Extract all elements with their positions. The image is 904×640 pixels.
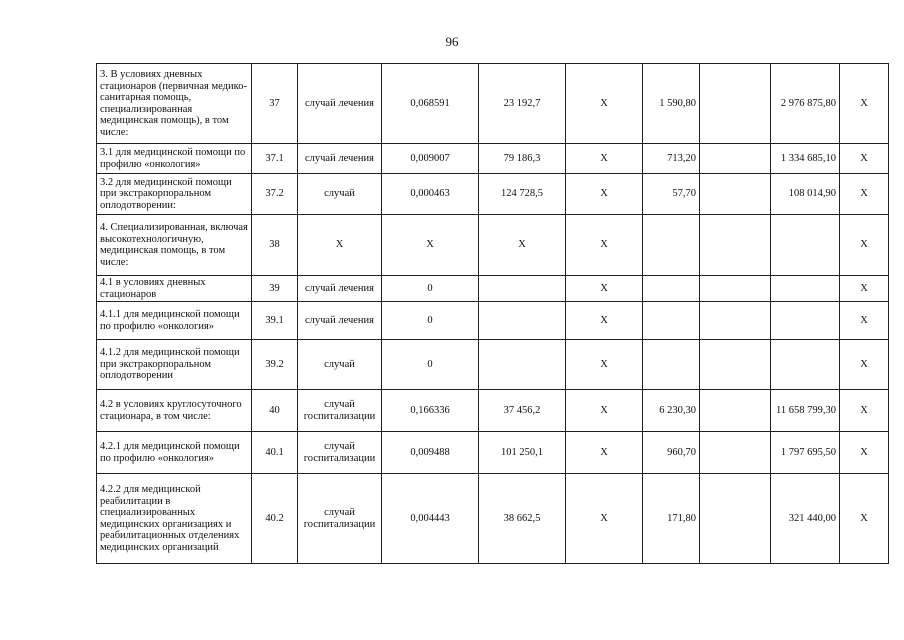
cost-cell: 23 192,7 (479, 64, 566, 144)
norm-cell: 0,068591 (382, 64, 479, 144)
per-capita-cell (643, 215, 700, 276)
empty-cell (700, 474, 771, 564)
x-mark-cell: X (840, 174, 889, 215)
row-name-cell: 4.1 в условиях дневных стационаров (97, 276, 252, 302)
unit-cell: случай лечения (298, 64, 382, 144)
cost-cell: 79 186,3 (479, 144, 566, 174)
unit-cell: случай (298, 174, 382, 215)
empty-cell (700, 64, 771, 144)
norm-cell: 0 (382, 276, 479, 302)
empty-cell (700, 432, 771, 474)
x-mark-cell: X (566, 64, 643, 144)
norm-cell: 0,166336 (382, 390, 479, 432)
total-cell: 321 440,00 (771, 474, 840, 564)
norm-cell: 0,004443 (382, 474, 479, 564)
table-row (97, 390, 889, 432)
empty-cell (700, 144, 771, 174)
empty-cell (700, 340, 771, 390)
total-cell: 108 014,90 (771, 174, 840, 215)
row-name-cell: 3.1 для медицинской помощи по профилю «онкология» (97, 144, 252, 174)
per-capita-cell: 960,70 (643, 432, 700, 474)
x-mark-cell: X (566, 174, 643, 215)
empty-cell (700, 390, 771, 432)
total-cell (771, 215, 840, 276)
row-number-cell: 40 (252, 390, 298, 432)
cost-cell: 101 250,1 (479, 432, 566, 474)
norm-cell: 0,009007 (382, 144, 479, 174)
per-capita-cell (643, 302, 700, 340)
empty-cell (700, 302, 771, 340)
total-cell: 11 658 799,30 (771, 390, 840, 432)
row-name-cell: 4.2 в условиях круглосуточного стационара, в том числе: (97, 390, 252, 432)
table-row (97, 144, 889, 174)
total-cell: 1 797 695,50 (771, 432, 840, 474)
unit-cell: случай госпитализации (298, 432, 382, 474)
x-mark-cell: X (566, 474, 643, 564)
empty-cell (700, 174, 771, 215)
x-mark-cell: X (566, 432, 643, 474)
empty-cell (700, 276, 771, 302)
table-row (97, 474, 889, 564)
cost-cell (479, 340, 566, 390)
x-mark-cell: X (840, 215, 889, 276)
row-name-cell: 3.2 для медицинской помощи при экстракорпоральном оплодотворении: (97, 174, 252, 215)
unit-cell: случай лечения (298, 302, 382, 340)
total-cell: 2 976 875,80 (771, 64, 840, 144)
table-row (97, 174, 889, 215)
per-capita-cell: 171,80 (643, 474, 700, 564)
row-number-cell: 37.2 (252, 174, 298, 215)
x-mark-cell: X (840, 340, 889, 390)
x-mark-cell: X (566, 144, 643, 174)
table-row (97, 64, 889, 144)
x-mark-cell: X (566, 340, 643, 390)
x-mark-cell: X (840, 64, 889, 144)
total-cell (771, 340, 840, 390)
cost-cell: 38 662,5 (479, 474, 566, 564)
table-row (97, 215, 889, 276)
total-cell (771, 302, 840, 340)
row-number-cell: 39.1 (252, 302, 298, 340)
x-mark-cell: X (566, 215, 643, 276)
page-number: 96 (445, 34, 459, 49)
row-name-cell: 4.1.2 для медицинской помощи при экстракорпоральном оплодотворении (97, 340, 252, 390)
norm-cell: 0,009488 (382, 432, 479, 474)
x-mark-cell: X (840, 302, 889, 340)
norm-cell: 0,000463 (382, 174, 479, 215)
table-row (97, 432, 889, 474)
x-mark-cell: X (840, 390, 889, 432)
unit-cell: случай госпитализации (298, 474, 382, 564)
row-number-cell: 38 (252, 215, 298, 276)
total-cell: 1 334 685,10 (771, 144, 840, 174)
x-mark-cell: X (840, 144, 889, 174)
per-capita-cell (643, 276, 700, 302)
x-mark-cell: X (840, 276, 889, 302)
data-table (96, 63, 889, 564)
cost-cell: X (479, 215, 566, 276)
row-number-cell: 40.1 (252, 432, 298, 474)
x-mark-cell: X (566, 302, 643, 340)
row-number-cell: 39 (252, 276, 298, 302)
table-row (97, 276, 889, 302)
unit-cell: случай (298, 340, 382, 390)
per-capita-cell: 57,70 (643, 174, 700, 215)
per-capita-cell: 1 590,80 (643, 64, 700, 144)
per-capita-cell: 6 230,30 (643, 390, 700, 432)
table-row (97, 302, 889, 340)
cost-cell: 37 456,2 (479, 390, 566, 432)
x-mark-cell: X (566, 390, 643, 432)
row-name-cell: 4.1.1 для медицинской помощи по профилю «онкология» (97, 302, 252, 340)
table-row (97, 340, 889, 390)
x-mark-cell: X (840, 474, 889, 564)
total-cell (771, 276, 840, 302)
row-number-cell: 40.2 (252, 474, 298, 564)
x-mark-cell: X (840, 432, 889, 474)
empty-cell (700, 215, 771, 276)
unit-cell: X (298, 215, 382, 276)
row-number-cell: 37 (252, 64, 298, 144)
cost-cell (479, 276, 566, 302)
row-name-cell: 3. В условиях дневных стационаров (первичная медико-санитарная помощь, специализированная медицинская помощь), в том числе: (97, 64, 252, 144)
norm-cell: 0 (382, 340, 479, 390)
cost-cell (479, 302, 566, 340)
unit-cell: случай лечения (298, 276, 382, 302)
row-name-cell: 4.2.1 для медицинской помощи по профилю «онкология» (97, 432, 252, 474)
row-name-cell: 4.2.2 для медицинской реабилитации в специализированных медицинских организациях и реабилитационных отделениях медицинских организаций (97, 474, 252, 564)
row-number-cell: 37.1 (252, 144, 298, 174)
x-mark-cell: X (566, 276, 643, 302)
cost-cell: 124 728,5 (479, 174, 566, 215)
unit-cell: случай госпитализации (298, 390, 382, 432)
row-name-cell: 4. Специализированная, включая высокотехнологичную, медицинская помощь, в том числе: (97, 215, 252, 276)
per-capita-cell: 713,20 (643, 144, 700, 174)
unit-cell: случай лечения (298, 144, 382, 174)
row-number-cell: 39.2 (252, 340, 298, 390)
norm-cell: X (382, 215, 479, 276)
norm-cell: 0 (382, 302, 479, 340)
per-capita-cell (643, 340, 700, 390)
